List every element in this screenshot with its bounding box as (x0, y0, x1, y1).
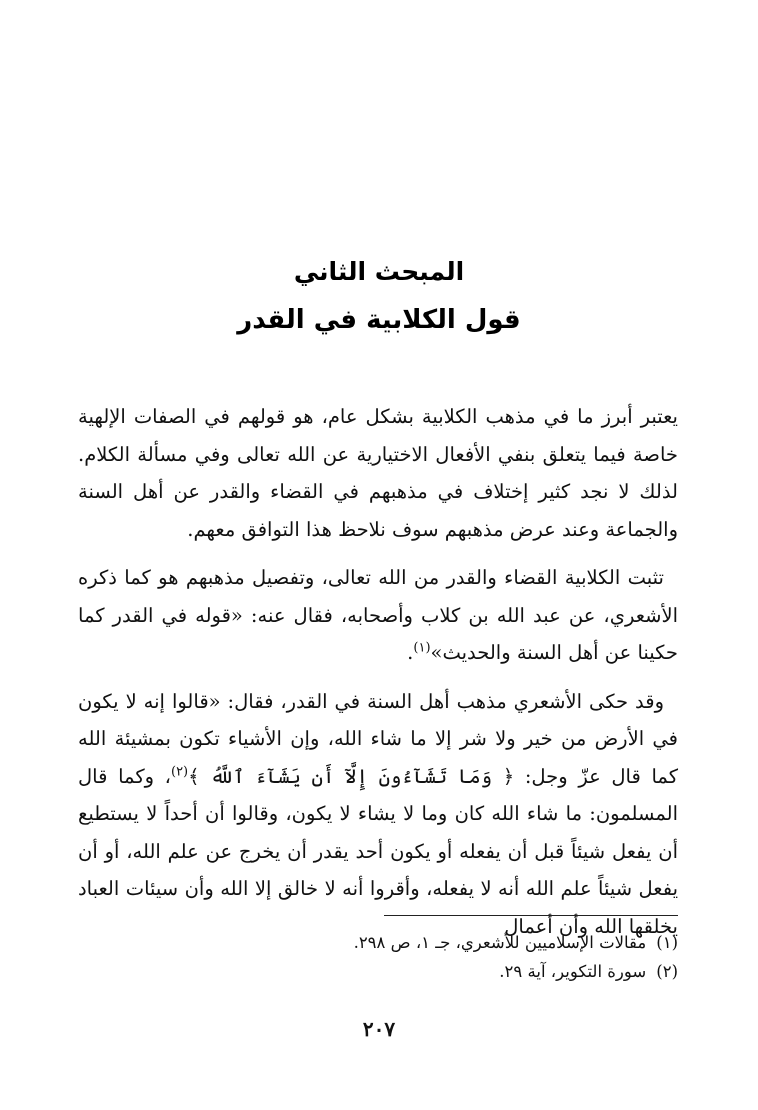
paragraph-2 (78, 559, 678, 672)
footnotes (78, 928, 678, 986)
chapter-heading-block (0, 252, 758, 342)
quran-verse: ﴿ وَمَا تَشَآءُونَ إِلَّآ أَن يَشَآءَ ٱللَّهُ ﴾ (188, 764, 515, 788)
footnote-divider (384, 915, 678, 916)
paragraph-1 (78, 398, 678, 548)
paragraph-1-text: يعتبر أبرز ما في مذهب الكلابية بشكل عام، هو قولهم في الصفات الإلهية خاصة فيما يتعلق بنفي الأفعال الاختيارية عن الله تعالى وفي مسألة الكلام. لذلك لا نجد كثير إختلاف في مذهبهم في القضاء والقدر عن أهل السنة والجماعة وعند عرض مذهبهم سوف نلاحظ هذا التوافق معهم. (78, 405, 678, 541)
paragraph-3-continuation: ، وكما قال المسلمون: ما شاء الله كان وما لا يشاء لا يكون، وقالوا أن أحداً لا يستطيع أن يفعل شيئاً قبل أن يفعله أو يكون أحد يقدر أن يخرج عن علم الله، أو أن يفعل شيئاً علم الله أنه لا يفعله، وأقروا أنه لا خالق إلا الله وأن سيئات العباد يخلقها الله وأن أعمال (78, 764, 678, 938)
paragraph-3 (78, 683, 678, 946)
paragraph-3-text: وقد حكى الأشعري مذهب أهل السنة في القدر، فقال: «قالوا إنه لا يكون في الأرض من خير ولا شر إلا ما شاء الله، وإن الأشياء تكون بمشيئة الله كما قال عزّ وجل: (78, 689, 678, 788)
paragraph-2-text: تثبت الكلابية القضاء والقدر من الله تعالى، وتفصيل مذهبهم هو كما ذكره الأشعري، عن عبد الله بن كلاب وأصحابه، فقال عنه: «قوله في القدر كما حكينا عن أهل السنة والحديث» (78, 566, 678, 664)
page-number: ٢٠٧ (362, 1017, 396, 1041)
section-title: قول الكلابية في القدر (237, 305, 521, 335)
section-heading: المبحث الثاني (293, 257, 465, 286)
paragraph-2-end: . (407, 641, 414, 664)
footnote-2 (78, 957, 678, 986)
footnote-ref-2: (٢) (170, 764, 189, 779)
footnote-1 (78, 928, 678, 957)
footnote-ref-1: (١) (413, 640, 431, 656)
footnote-2-text: سورة التكوير، آية ٢٩. (499, 962, 647, 981)
footnote-1-number: (١) (656, 933, 678, 952)
main-text (78, 398, 678, 945)
footnote-1-text: مقالات الإسلاميين للأشعري، جـ ١، ص ٢٩٨. (353, 933, 647, 952)
footnote-2-number: (٢) (656, 962, 678, 981)
